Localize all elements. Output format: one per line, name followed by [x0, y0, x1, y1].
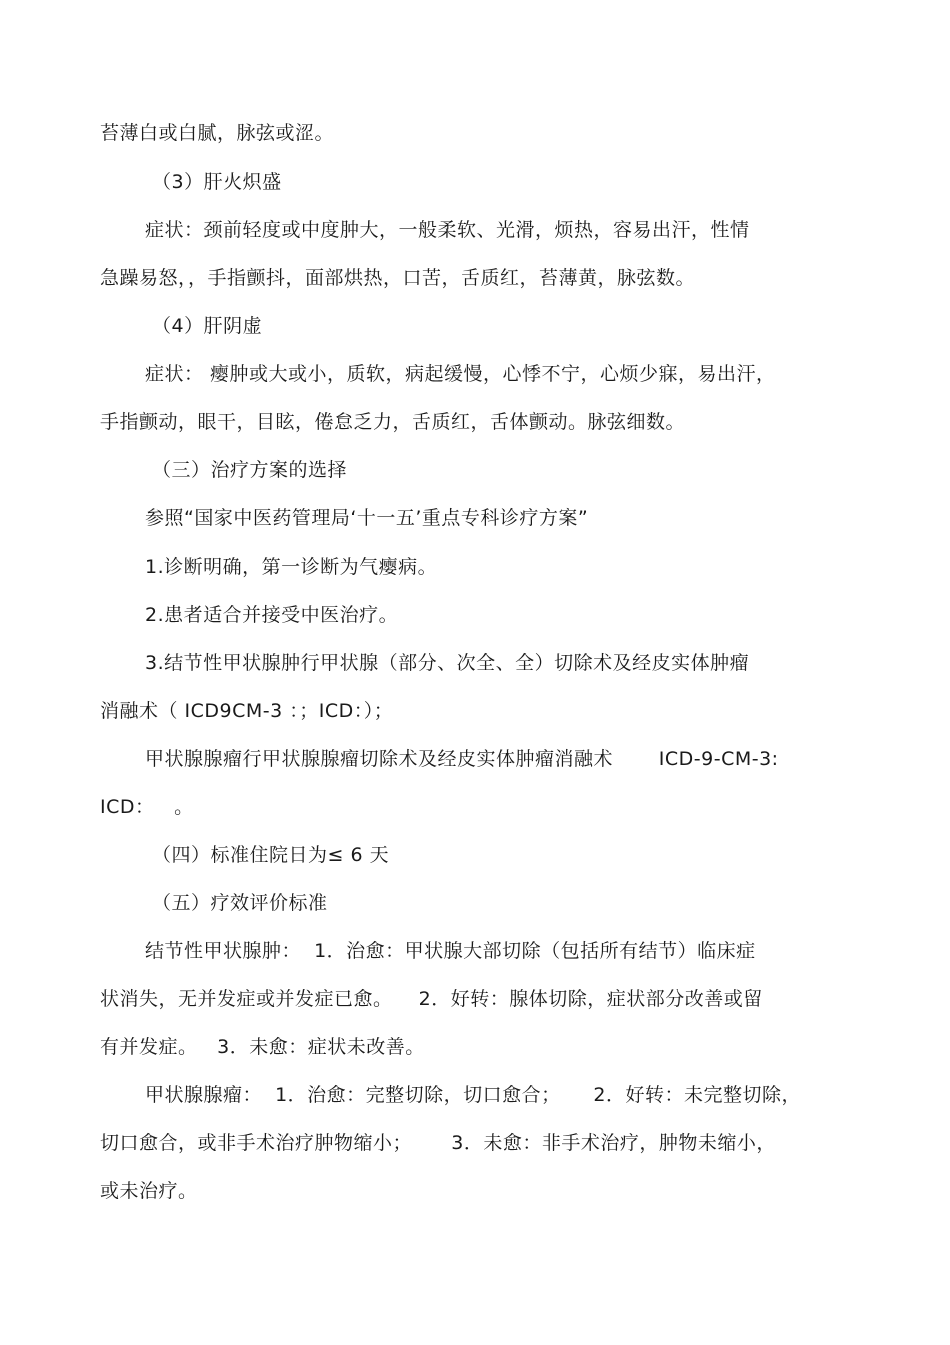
list-item-3b: 消融术（ ICD9CM-3 ：；ICD：）；: [100, 700, 394, 722]
section-heading-hospital-days: （四）标准住院日为≤ 6 天: [152, 844, 390, 866]
text-line-reference: 参照“国家中医药管理局‘十一五’重点专科诊疗方案”: [145, 507, 589, 529]
section-heading-efficacy: （五）疗效评价标准: [152, 892, 328, 914]
list-item-3: 3.结节性甲状腺肿行甲状腺（部分、次全、全）切除术及经皮实体肿瘤: [145, 652, 750, 674]
list-item-2: 2.患者适合并接受中医治疗。: [145, 604, 399, 626]
list-item-1: 1.诊断明确，第一诊断为气瘿病。: [145, 556, 438, 578]
text-line-adenoma: 甲状腺腺瘤行甲状腺腺瘤切除术及经皮实体肿瘤消融术 ICD-9-CM-3:: [145, 748, 779, 770]
text-line-efficacy-2: 甲状腺腺瘤： 1．治愈：完整切除，切口愈合； 2．好转：未完整切除，: [145, 1084, 801, 1106]
section-heading-liver-yin: （4）肝阴虚: [152, 315, 263, 337]
text-line-symptoms-2b: 手指颤动，眼干，目眩，倦怠乏力，舌质红，舌体颤动。脉弦细数。: [100, 411, 686, 433]
text-line-adenoma-b: ICD： 。: [100, 796, 194, 818]
text-line-efficacy-1c: 有并发症。 3．未愈：症状未改善。: [100, 1036, 425, 1058]
text-line-symptoms-2: 症状： 瘿肿或大或小，质软，病起缓慢，心悸不宁，心烦少寐，易出汗，: [145, 363, 776, 385]
text-line-efficacy-2c: 或未治疗。: [100, 1180, 198, 1202]
text-line-1: 苔薄白或白腻，脉弦或涩。: [100, 122, 335, 144]
text-line-symptoms-1: 症状：颈前轻度或中度肿大，一般柔软、光滑，烦热，容易出汗，性情: [145, 219, 750, 241]
text-line-efficacy-1b: 状消失，无并发症或并发症已愈。 2．好转：腺体切除，症状部分改善或留: [100, 988, 763, 1010]
text-line-efficacy-2b: 切口愈合，或非手术治疗肿物缩小； 3．未愈：非手术治疗，肿物未缩小，: [100, 1132, 776, 1154]
text-line-efficacy-1: 结节性甲状腺肿： 1．治愈：甲状腺大部切除（包括所有结节）临床症: [145, 940, 756, 962]
section-heading-liver-fire: （3）肝火炽盛: [152, 171, 282, 193]
section-heading-treatment-plan: （三）治疗方案的选择: [152, 459, 348, 481]
text-line-symptoms-1b: 急躁易怒，，手指颤抖，面部烘热，口苦，舌质红，苔薄黄，脉弦数。: [100, 267, 696, 289]
